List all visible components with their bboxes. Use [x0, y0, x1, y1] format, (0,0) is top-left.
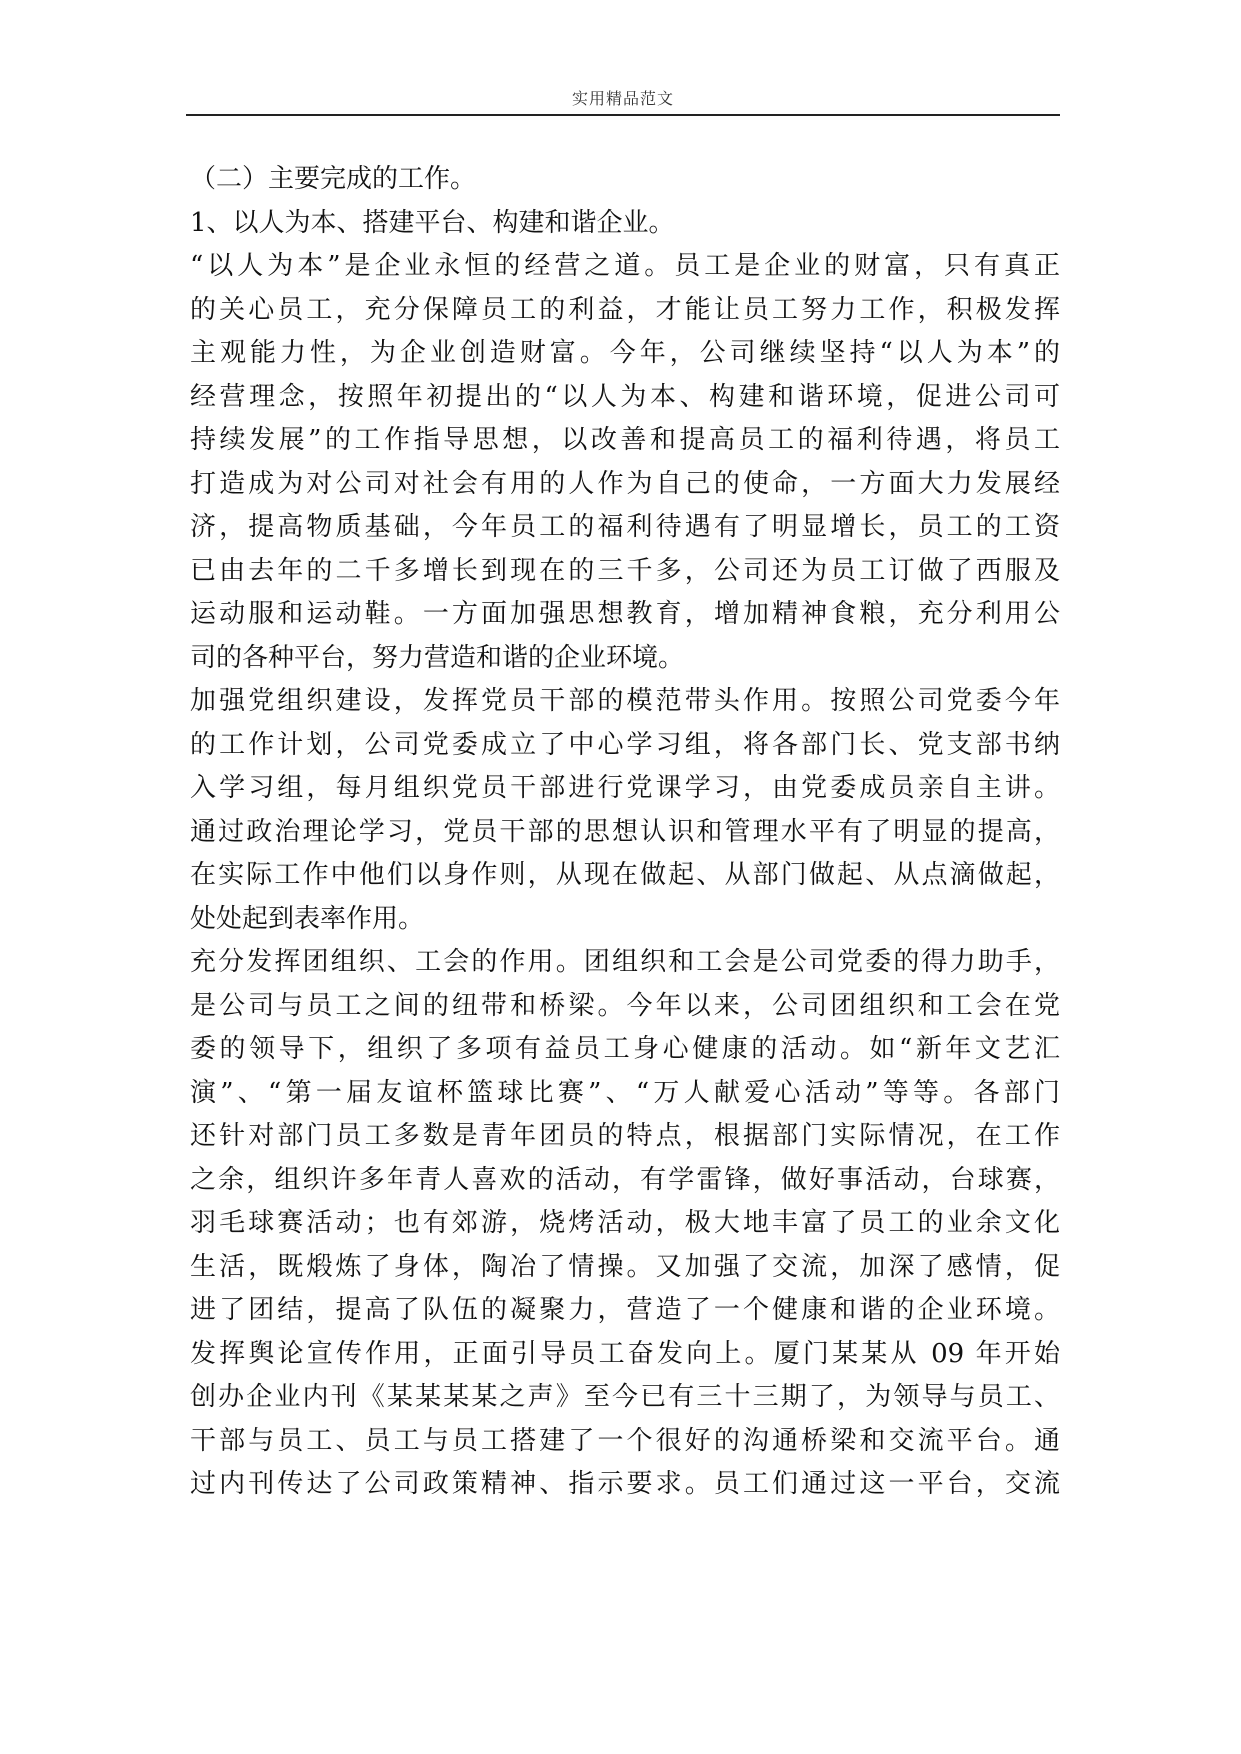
text-line: 主观能力性，为企业创造财富。今年，公司继续坚持“以人为本”的 [190, 338, 1060, 368]
text-line: 处处起到表率作用。 [190, 903, 425, 934]
text-line: 打造成为对公司对社会有用的人作为自己的使命，一方面大力发展经 [190, 468, 1060, 499]
text-line: 济，提高物质基础，今年员工的福利待遇有了明显增长，员工的工资 [190, 512, 1060, 542]
text-line: 是公司与员工之间的纽带和桥梁。今年以来，公司团组织和工会在党 [190, 990, 1060, 1021]
text-line: 演”、“第一届友谊杯篮球比赛”、“万人献爱心活动”等等。各部门 [190, 1077, 1060, 1108]
text-line: 充分发挥团组织、工会的作用。团组织和工会是公司党委的得力助手， [190, 947, 1060, 977]
text-line: 入学习组，每月组织党员干部进行党课学习，由党委成员亲自主讲。 [190, 773, 1060, 803]
text-line: 通过政治理论学习，党员干部的思想认识和管理水平有了明显的提高， [190, 816, 1060, 847]
text-line: 加强党组织建设，发挥党员干部的模范带头作用。按照公司党委今年 [190, 686, 1060, 716]
text-line: 已由去年的二千多增长到现在的三千多，公司还为员工订做了西服及 [190, 555, 1060, 586]
header-divider [186, 114, 1060, 116]
text-line: 之余，组织许多年青人喜欢的活动，有学雷锋，做好事活动，台球赛， [190, 1164, 1060, 1195]
text-line: 羽毛球赛活动；也有郊游，烧烤活动，极大地丰富了员工的业余文化 [190, 1208, 1060, 1238]
text-line: 发挥舆论宣传作用，正面引导员工奋发向上。厦门某某从 09 年开始 [190, 1338, 1060, 1369]
text-line: 干部与员工、员工与员工搭建了一个很好的沟通桥梁和交流平台。通 [190, 1425, 1060, 1456]
text-line: 的工作计划，公司党委成立了中心学习组，将各部门长、党支部书纳 [190, 729, 1060, 760]
document-body [190, 158, 1060, 1507]
text-line: 还针对部门员工多数是青年团员的特点，根据部门实际情况，在工作 [190, 1121, 1060, 1151]
text-line: 创办企业内刊《某某某某之声》至今已有三十三期了，为领导与员工、 [190, 1382, 1060, 1412]
text-line: 委的领导下，组织了多项有益员工身心健康的活动。如“新年文艺汇 [190, 1034, 1060, 1064]
text-line: 进了团结，提高了队伍的凝聚力，营造了一个健康和谐的企业环境。 [190, 1295, 1060, 1325]
text-line: “以人为本”是企业永恒的经营之道。员工是企业的财富，只有真正 [190, 251, 1060, 281]
text-line: （二）主要完成的工作。 [190, 164, 477, 194]
text-line: 经营理念，按照年初提出的“以人为本、构建和谐环境，促进公司可 [190, 381, 1060, 412]
text-line: 过内刊传达了公司政策精神、指示要求。员工们通过这一平台，交流 [190, 1469, 1060, 1499]
text-line: 持续发展”的工作指导思想，以改善和提高员工的福利待遇，将员工 [190, 425, 1060, 455]
text-line: 生活，既煅炼了身体，陶冶了情操。又加强了交流，加深了感情，促 [190, 1251, 1060, 1282]
text-line: 的关心员工，充分保障员工的利益，才能让员工努力工作，积极发挥 [190, 294, 1060, 325]
text-line: 在实际工作中他们以身作则，从现在做起、从部门做起、从点滴做起， [190, 860, 1060, 890]
text-line: 运动服和运动鞋。一方面加强思想教育，增加精神食粮，充分利用公 [190, 599, 1060, 629]
text-line: 1、以人为本、搭建平台、构建和谐企业。 [190, 207, 675, 238]
text-line: 司的各种平台，努力营造和谐的企业环境。 [190, 642, 685, 673]
page-header-title: 实用精品范文 [571, 89, 674, 108]
